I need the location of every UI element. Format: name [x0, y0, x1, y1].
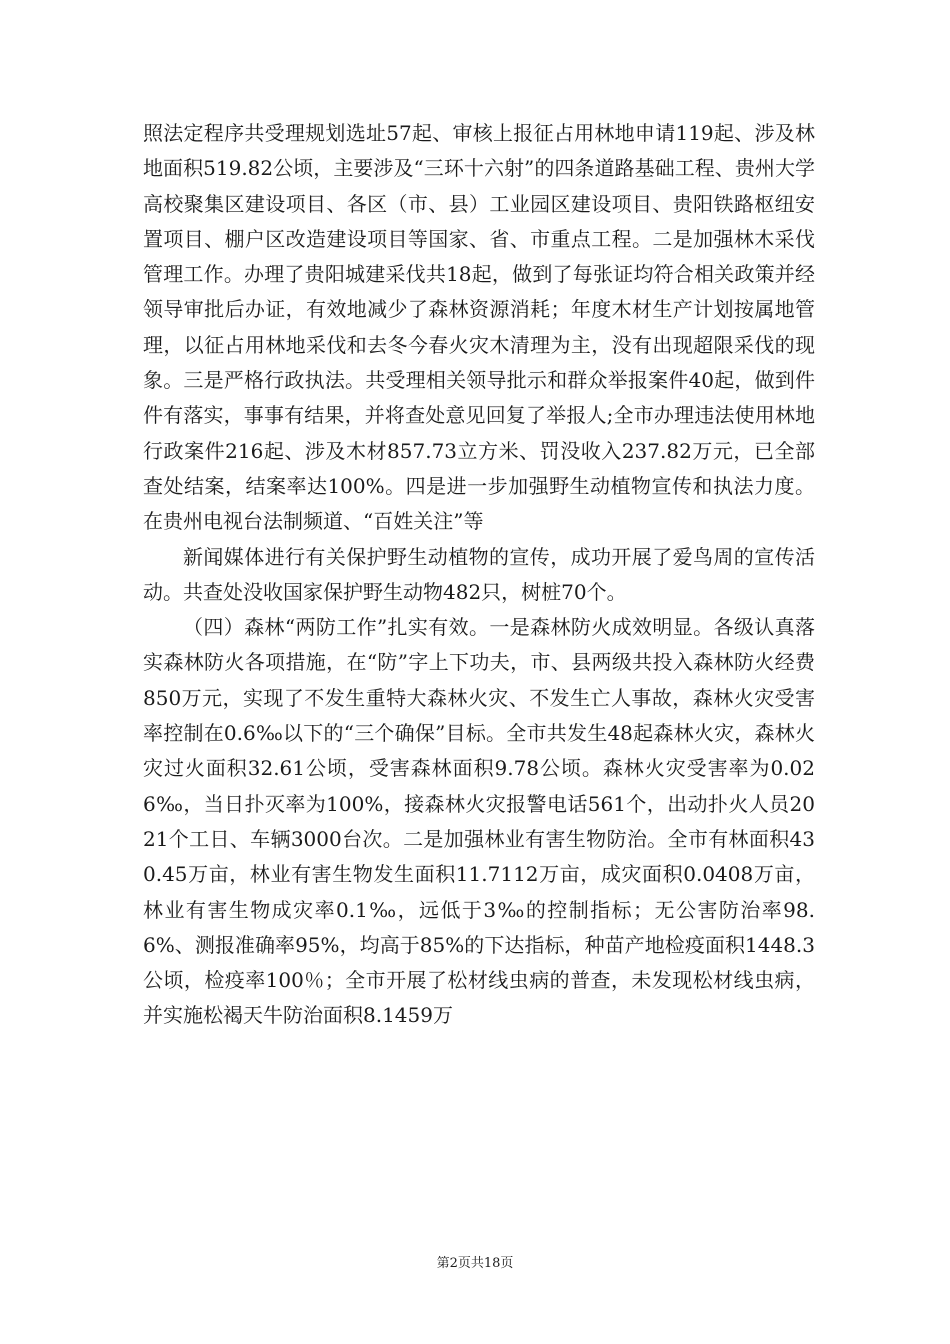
page-number: 第2页共18页 — [436, 1256, 514, 1271]
paragraph-3: （四）森林“两防工作”扎实有效。一是森林防火成效明显。各级认真落实森林防火各项措施，在“防”字上下功夫，市、县两级共投入森林防火经费850万元，实现了不发生重特大森林火灾、不发生亡人事故，森林火灾受害率控制在0.6‰以下的“三个确保”目标。全市共发生48起森林火灾，森林火灾过火面积32.61公顷，受害森林面积9.78公顷。森林火灾受害率为0.026‰，当日扑灭率为100%，接森林火灾报警电话561个，出动扑火人员2021个工日、车辆3000台次。二是加强林业有害生物防治。全市有林面积430.45万亩，林业有害生物发生面积11.7112万亩，成灾面积0.0408万亩，林业有害生物成灾率0.1‰，远低于3‰的控制指标；无公害防治率98.6%、测报准确率95%，均高于85%的下达指标，种苗产地检疫面积1448.3公顷，检疫率100％；全市开展了松材线虫病的普查，未发现松材线虫病，并实施松褐天牛防治面积8.1459万 — [143, 615, 815, 1028]
paragraph-1: 照法定程序共受理规划选址57起、审核上报征占用林地申请119起、涉及林地面积519.82公顷，主要涉及“三环十六射”的四条道路基础工程、贵州大学高校聚集区建设项目、各区（市、县）工业园区建设项目、贵阳铁路枢纽安置项目、棚户区改造建设项目等国家、省、市重点工程。二是加强林木采伐管理工作。办理了贵阳城建采伐共18起，做到了每张证均符合相关政策并经领导审批后办证，有效地减少了森林资源消耗；年度木材生产计划按属地管理，以征占用林地采伐和去冬今春火灾木清理为主，没有出现超限采伐的现象。三是严格行政执法。共受理相关领导批示和群众举报案件40起，做到件件有落实，事事有结果，并将查处意见回复了举报人;全市办理违法使用林地行政案件216起、涉及木材857.73立方米、罚没收入237.82万元，已全部查处结案，结案率达100%。四是进一步加强野生动植物宣传和执法力度。在贵州电视台法制频道、“百姓关注”等 — [143, 121, 815, 534]
paragraph-2: 新闻媒体进行有关保护野生动植物的宣传，成功开展了爱鸟周的宣传活动。共查处没收国家保护野生动物482只，树桩70个。 — [143, 544, 815, 604]
document-body — [143, 116, 815, 1034]
